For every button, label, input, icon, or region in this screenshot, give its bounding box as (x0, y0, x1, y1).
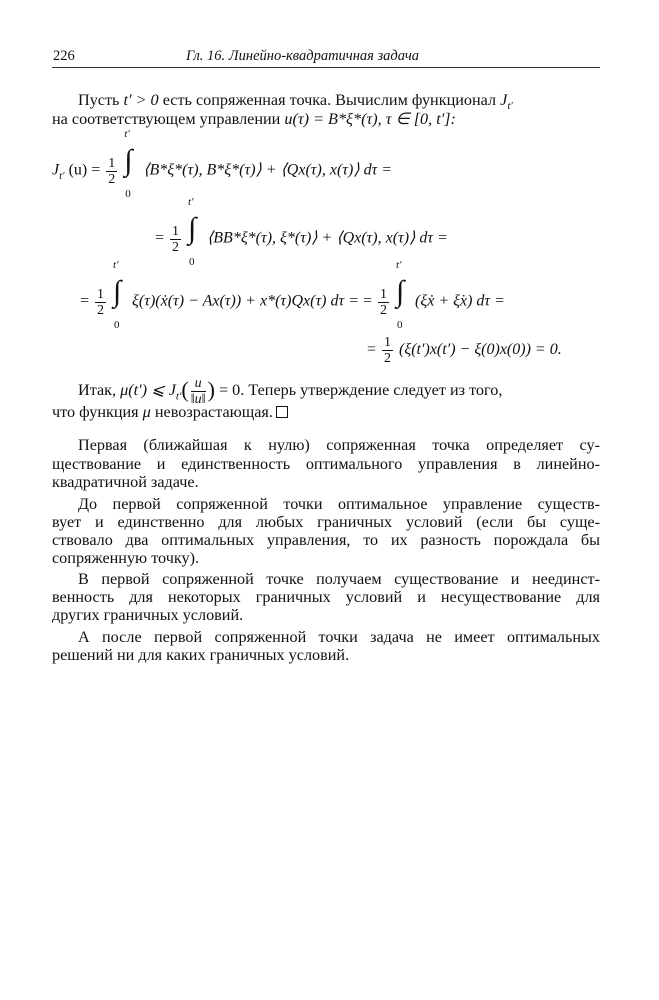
p1-line-2: ществование и единственность оптимального управления в линейно- (52, 455, 600, 473)
p2-line-4: сопряженную точку). (52, 549, 200, 567)
integral-sign: t′ ∫ 0 (113, 259, 122, 331)
equation-4: = $\frac{1}{2}$ (ξ(t′)x(t′) − ξ(0)x(0)) = 0. (367, 335, 562, 366)
fraction-one-half: $\frac{1}{2}$ (380, 286, 388, 318)
running-title: Гл. 16. Линейно-квадратичная задача (186, 48, 419, 64)
integral-sign: t′ ∫ 0 (396, 259, 405, 331)
p3-line-3: других граничных условий. (52, 606, 244, 624)
p1-line-3: квадратичной задаче. (52, 473, 199, 491)
fraction-u-norm: $\frac{u}{‖u‖}$ (190, 376, 206, 407)
page-number: 226 (53, 48, 75, 64)
running-header (52, 47, 600, 68)
p3-line-2: венность для некоторых граничных условий и несуществование для (52, 588, 600, 606)
p1-line-1: Первая (ближайшая к нулю) сопряженная точка определяет су- (78, 436, 600, 454)
integral-sign: t′ ∫ 0 (188, 196, 197, 268)
fraction-one-half: $\frac{1}{2}$ (108, 155, 116, 187)
conclusion-line-1: Итак, μ(t′) ⩽ $J_{t'}$( $\frac{u}{‖u‖}$ ) = 0. Теперь утверждение следует из того, (78, 376, 503, 407)
intro-line-2: на соответствующем управлении u(τ) = B*ξ*(τ), τ ∈ [0, t′]: (52, 110, 456, 128)
intro-line-1: Пусть t′ > 0 есть сопряженная точка. Вычислим функционал $J_{t'}$ (78, 91, 513, 113)
fraction-one-half: $\frac{1}{2}$ (172, 223, 180, 255)
conclusion-line-2: что функция μ невозрастающая. (52, 402, 288, 422)
p2-line-1: До первой сопряженной точки оптимальное управление существ- (78, 495, 600, 513)
p2-line-2: вует и единственно для любых граничных условий (если бы суще- (52, 513, 600, 531)
integral-sign: t′ ∫ 0 (124, 128, 133, 200)
p4-line-2: решений ни для каких граничных условий. (52, 646, 350, 664)
fraction-one-half: $\frac{1}{2}$ (384, 335, 392, 366)
qed-square-icon (276, 406, 288, 418)
p4-line-1: А после первой сопряженной точки задача не имеет оптимальных (78, 628, 600, 646)
p3-line-1: В первой сопряженной точке получаем существование и неединст- (78, 570, 600, 588)
equation-2: = $\frac{1}{2}$ t′ ∫ 0 ⟨BB*ξ*(τ), ξ*(τ)⟩ + ⟨Qx(τ), x(τ)⟩ dτ = (155, 196, 448, 268)
fraction-one-half: $\frac{1}{2}$ (97, 286, 105, 318)
p2-line-3: ствовало два оптимальных управления, то их разность порождала бы (52, 531, 600, 549)
equation-1: $J_{t'}$ (u) = $\frac{1}{2}$ t′ ∫ 0 ⟨B*ξ*(τ), B*ξ*(τ)⟩ + ⟨Qx(τ), x(τ)⟩ dτ = (52, 128, 393, 200)
equation-3: = $\frac{1}{2}$ t′ ∫ 0 ξ(τ)(ẋ(τ) − Ax(τ)) + x*(τ)Qx(τ) dτ = = $\frac{1}{2}$ t′ ∫ 0 (ξẋ + ξ̇x) dτ = (80, 259, 505, 331)
